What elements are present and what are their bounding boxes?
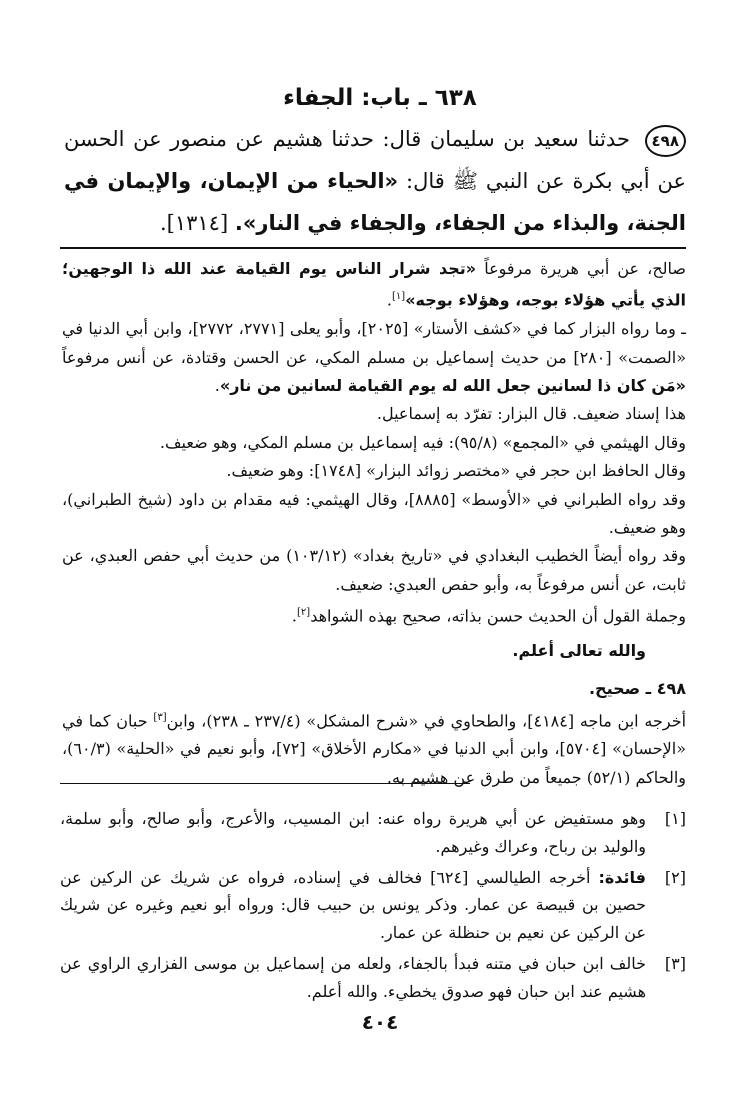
- commentary-paragraph: [62, 315, 686, 400]
- quoted-hadith: «مَن كان ذا لسانين جعل الله له يوم القيامة لسانين من نار»: [219, 375, 686, 395]
- footnote-ref: [١]: [392, 291, 406, 303]
- takhrij-text: حبان كما في «الإحسان» [٥٧٠٤]، وابن أبي الدنيا في «مكارم الأخلاق» [٧٢]، وأبو نعيم في «الحلية» (٦٠/٣)، والحاكم (٥٢/١) جميعاً من طرق عن هشيم به.: [62, 711, 687, 787]
- footnote-text: [60, 805, 646, 861]
- commentary-paragraph: [62, 599, 686, 631]
- footnote-mark: [١]: [664, 809, 686, 828]
- hadith-block: [64, 118, 686, 244]
- commentary: [62, 255, 686, 792]
- chapter-heading: ٦٣٨ ـ باب: الجفاء: [283, 85, 477, 111]
- footnote-text: [60, 864, 646, 947]
- footnote: [60, 950, 686, 1006]
- footnote: [60, 805, 686, 861]
- footnote-body: وهو مستفيض عن أبي هريرة رواه عنه: ابن المسيب، والأعرج، وأبو صالح، وأبو سلمة، والوليد بن رباح، وعراك وغيرهم.: [60, 809, 646, 856]
- commentary-text: .: [291, 606, 298, 626]
- commentary-paragraph: [62, 255, 686, 315]
- takhrij-paragraph: [62, 704, 686, 793]
- footnote-ref: [٣]: [153, 711, 167, 723]
- footnote: [60, 864, 686, 947]
- commentary-text: صالح، عن أبي هريرة مرفوعاً: [476, 259, 686, 278]
- footnote-ref: [٢]: [297, 607, 311, 619]
- takhrij-text: أخرجه ابن ماجه [٤١٨٤]، والطحاوي في «شرح المشكل» (٢٣٧/٤ ـ ٢٣٨)، وابن: [166, 711, 687, 731]
- hadith-isnad: حدثنا سعيد بن سليمان قال: حدثنا هشيم عن منصور عن الحسن عن أبي بكرة عن النبي ﷺ قال:: [64, 127, 686, 193]
- commentary-text: ـ وما رواه البزار كما في «كشف الأستار» [٢٠٢٥]، وأبو يعلى [٢٧٧١، ٢٧٧٢]، وابن أبي الدنيا في «الصمت» [٢٨٠] من حديث إسماعيل بن مسلم المكي، عن الحسن وقتادة، عن أنس مرفوعاً: [62, 319, 687, 367]
- footnote-lead: فائدة:: [598, 867, 647, 887]
- commentary-text: وجملة القول أن الحديث حسن بذاته، صحيح بهذه الشواهد: [310, 606, 686, 626]
- commentary-text: .: [214, 375, 220, 395]
- commentary-paragraph: وقد رواه أيضاً الخطيب البغدادي في «تاريخ بغداد» (١٠٣/١٢) من حديث أبي حفص العبدي، عن ثابت، عن أنس مرفوعاً به، وأبو حفص العبدي: ضعيف.: [62, 546, 687, 594]
- commentary-paragraph: وقال الحافظ ابن حجر في «مختصر زوائد البزار» [١٧٤٨]: وهو ضعيف.: [226, 461, 686, 481]
- commentary-text: .: [386, 290, 392, 310]
- footnote-text: [60, 950, 646, 1006]
- footnote-divider: [60, 783, 470, 784]
- closing-phrase: والله تعالى أعلم.: [512, 640, 646, 660]
- quoted-hadith: «تجد شرار الناس يوم القيامة عند الله ذا الوجهين؛ الذي يأتي هؤلاء بوجه، وهؤلاء بوجه»: [62, 259, 686, 310]
- commentary-paragraph: وقال الهيثمي في «المجمع» (٩٥/٨): فيه إسماعيل بن مسلم المكي، وهو ضعيف.: [159, 432, 686, 452]
- hadith-matn: «الحياء من الإيمان، والإيمان في الجنة، والبذاء من الجفاء، والجفاء في النار».: [64, 169, 686, 235]
- hadith-reference: [١٣١٤].: [159, 211, 229, 235]
- commentary-paragraph: هذا إسناد ضعيف. قال البزار: تفرّد به إسماعيل.: [376, 404, 686, 424]
- footnote-body: أخرجه الطيالسي [٦٢٤] فخالف في إسناده، فرواه عن شريك عن الركين عن حصين بن قبيصة عن عمار. وذكر يونس بن حبيب قال: ورواه أبو نعيم وغيره عن شريك عن الركين عن نعيم بن حنظلة عن عمار.: [60, 867, 647, 943]
- page-number: ٤٠٤: [361, 1010, 399, 1034]
- footnotes: [60, 805, 686, 1009]
- footnote-mark: [٢]: [664, 867, 686, 887]
- section-divider: [60, 247, 686, 249]
- hadith-number-badge: ٤٩٨: [645, 125, 686, 157]
- footnote-mark: [٣]: [664, 953, 686, 973]
- hadith-grade: ٤٩٨ ـ صحيح.: [588, 679, 686, 699]
- footnote-body: خالف ابن حبان في متنه فبدأ بالجفاء، ولعله من إسماعيل بن موسى الفزاري الراوي عن هشيم عند ابن حبان فهو صدوق يخطيء. والله أعلم.: [60, 953, 646, 1001]
- commentary-paragraph: وقد رواه الطبراني في «الأوسط» [٨٨٨٥]، وقال الهيثمي: فيه مقدام بن داود (شيخ الطبراني)، وهو ضعيف.: [62, 489, 687, 537]
